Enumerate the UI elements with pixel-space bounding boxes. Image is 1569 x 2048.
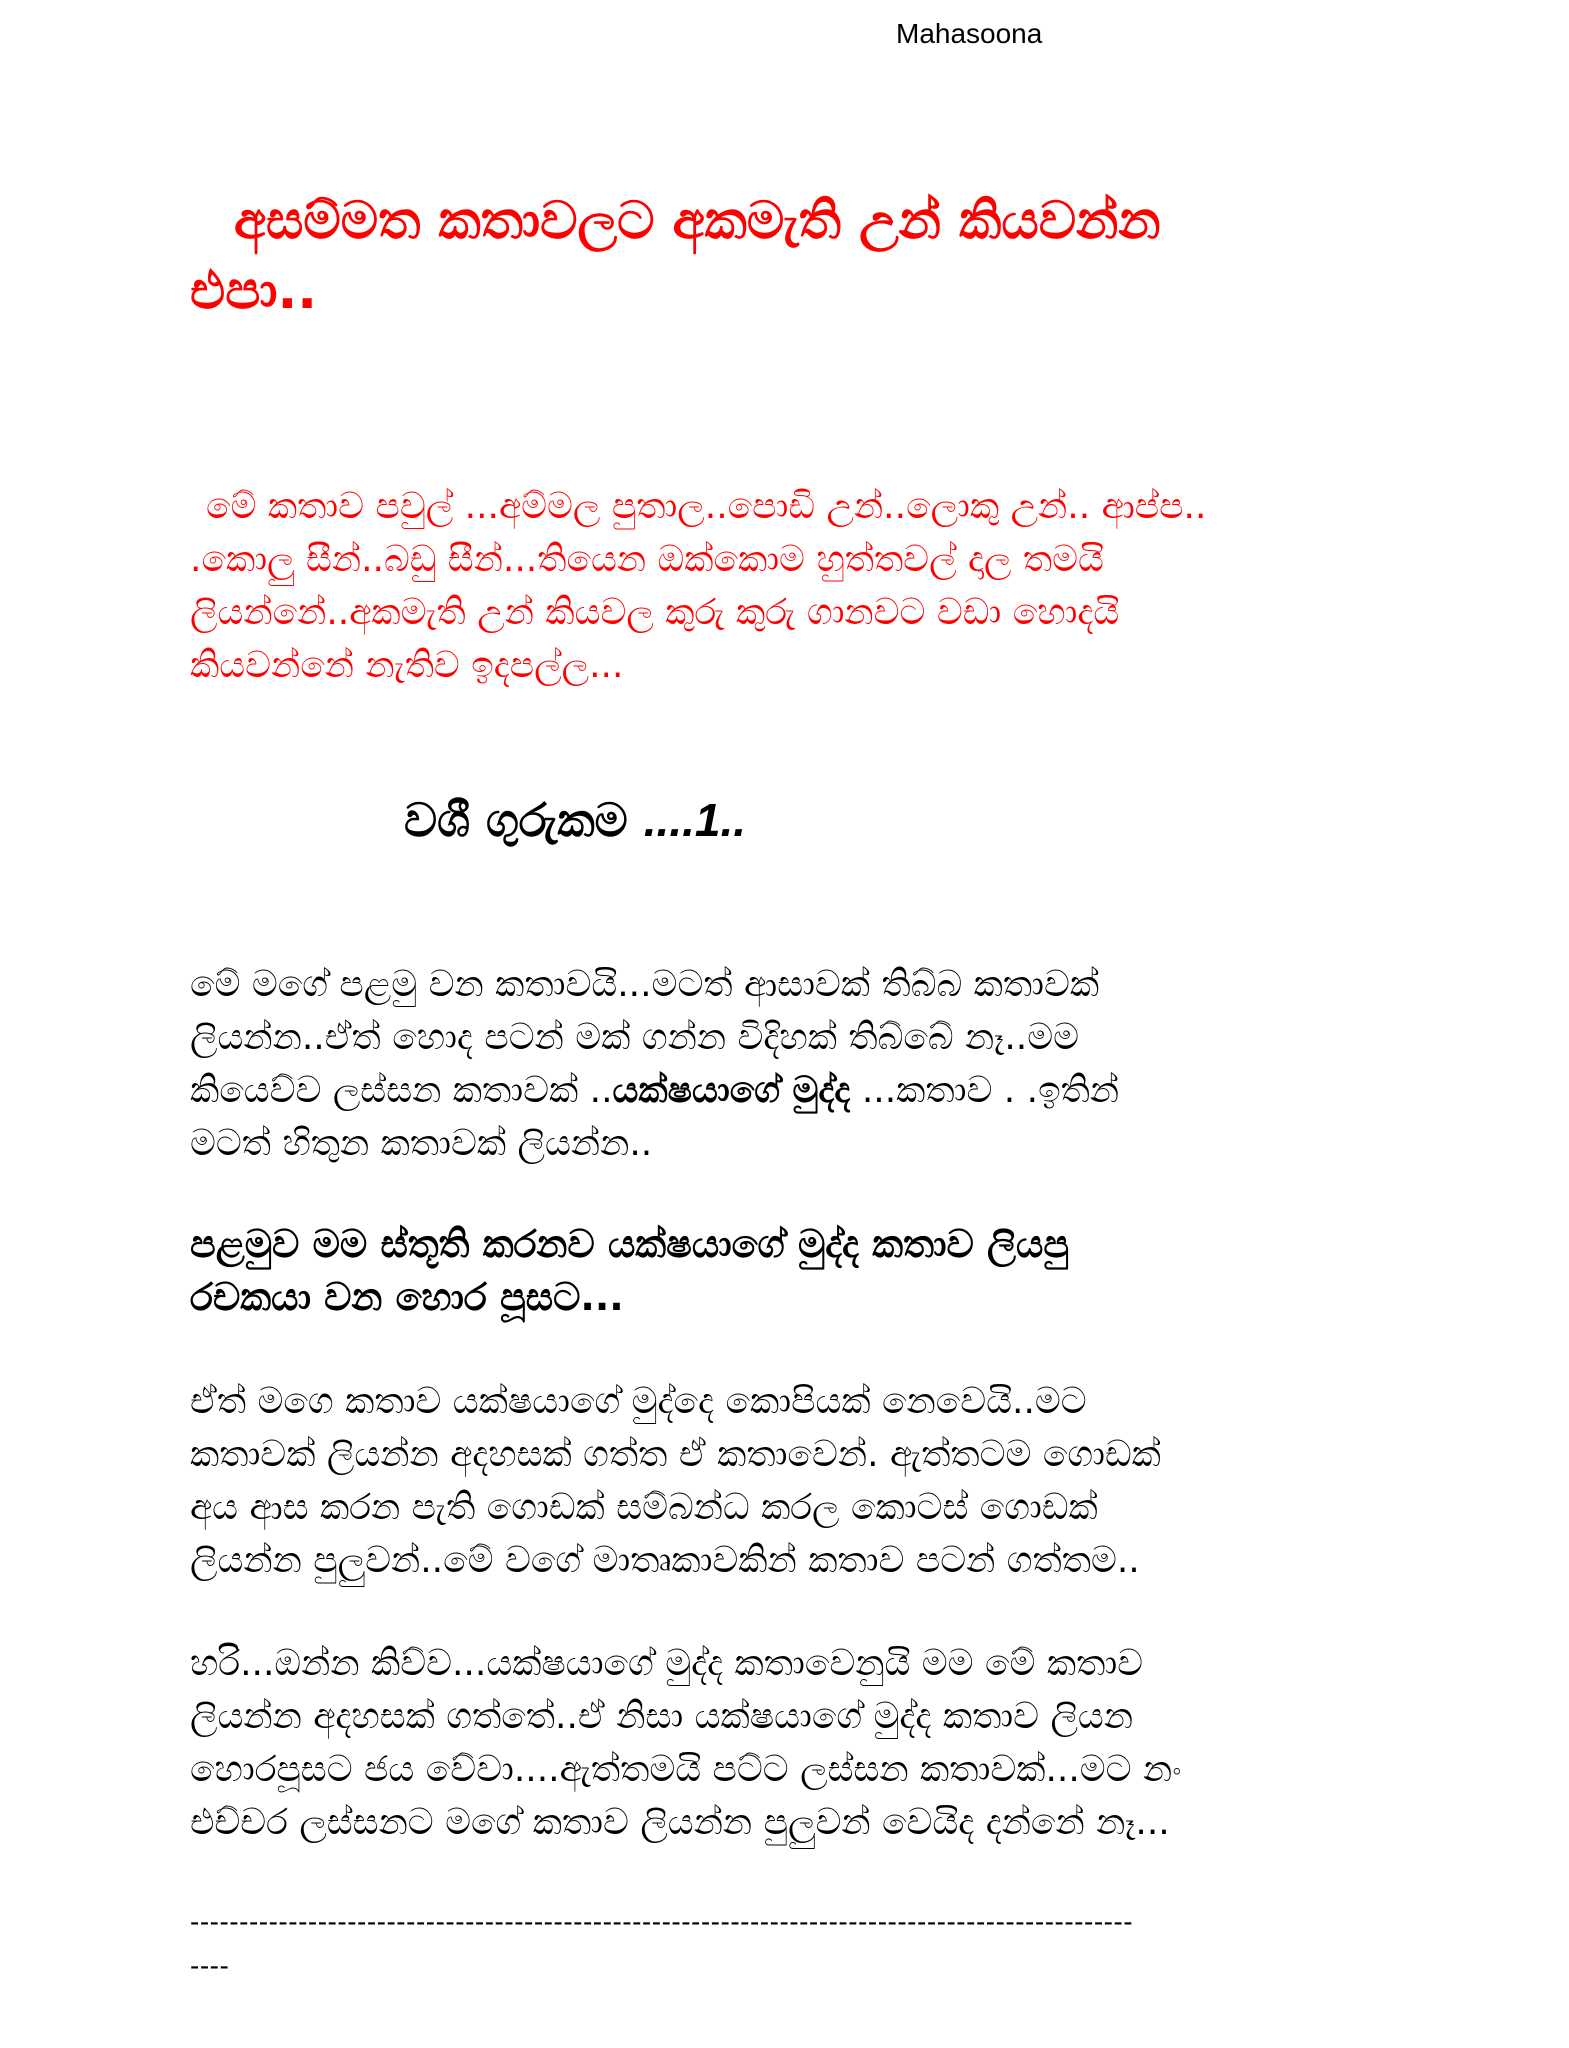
divider-line: ------------------------------------------------------------------------------------------------ bbox=[190, 1906, 1134, 1937]
paragraph-line: මටත් හිතුන කතාවක් ලියන්න.. bbox=[190, 1123, 653, 1164]
dashed-divider bbox=[190, 1900, 1390, 1988]
story-reference-bold: යක්ෂයාගේ මුද්ද bbox=[612, 1070, 851, 1111]
paragraph-line: රචකයා වන හොර පූසට... bbox=[190, 1275, 624, 1319]
chapter-name: වශී ගුරුකම bbox=[404, 793, 628, 847]
text-run: කියෙව්ව ලස්සන කතාවක් .. bbox=[190, 1070, 613, 1111]
paragraph-line: අය ආස කරන පැති ගොඩක් සම්බන්ධ කරල කොටස් ගොඩක් bbox=[190, 1487, 1098, 1528]
paragraph-line: පළමුව මම ස්තූති කරනව යක්ෂයාගේ මුද්ද කතාව ලියපු bbox=[190, 1222, 1070, 1266]
paragraph-line: හරි...ඔන්න කිව්ව...යක්ෂයාගේ මුද්ද කතාවෙනුයි මම මේ කතාව bbox=[190, 1643, 1144, 1684]
paragraph-line: ලියන්න..ඒත් හොද පටන් මක් ගන්න විදිහක් තිබ්බේ නෑ..මම bbox=[190, 1017, 1079, 1058]
chapter-title bbox=[404, 790, 746, 850]
intro-line: මේ කතාව පවුල් ...අම්මල පුතාල..පොඩි උන්..ලොකු උන්.. ආප්ප.. bbox=[206, 486, 1207, 527]
text-run: ...කතාව . .ඉතින් bbox=[850, 1070, 1120, 1111]
divider-line: ---- bbox=[190, 1950, 230, 1981]
paragraph-line: හොරපූසට ජය වේවා....ඇත්තමයි පට්ට ලස්සන කතාවක්...මට නං bbox=[190, 1749, 1182, 1790]
paragraph-2-thanks bbox=[190, 1218, 1390, 1324]
paragraph-3 bbox=[190, 1375, 1390, 1587]
intro-warning bbox=[190, 480, 1390, 692]
intro-line: කියවන්නේ නැතිව ඉදපල්ල... bbox=[190, 645, 624, 686]
intro-line: ලියන්නේ..අකමැති උන් කියවල කුරු කුරු ගානවට වඩා හොදයි bbox=[190, 592, 1120, 633]
paragraph-line: ලියන්න පුලුවන්..මේ වගේ මාතෘකාවකින් කතාව පටන් ගත්තම.. bbox=[190, 1540, 1140, 1581]
title-line-2: එපා.. bbox=[190, 261, 318, 321]
paragraph-line: මේ මගේ පළමු වන කතාවයි...මටත් ආසාවක් තිබ්බ කතාවක් bbox=[190, 964, 1100, 1005]
paragraph-line: ලියන්න අදහසක් ගත්තේ..ඒ නිසා යක්ෂයාගේ මුද්ද කතාව ලියන bbox=[190, 1696, 1134, 1737]
paragraph-line bbox=[190, 1064, 1390, 1117]
page-title bbox=[190, 186, 1390, 326]
header-author: Mahasoona bbox=[896, 18, 1043, 49]
paragraph-line: ඒත් මගෙ කතාව යක්ෂයාගේ මුද්දෙ කොපියක් නෙවෙයි..මට bbox=[190, 1381, 1087, 1422]
intro-line: .කොලු සීන්..බඩු සීන්...තියෙන ඔක්කොම හුත්තවල් දාල තමයි bbox=[190, 539, 1104, 580]
title-line-1: අසම්මත කතාවලට අකමැති උන් කියවන්න bbox=[234, 191, 1161, 251]
paragraph-1 bbox=[190, 958, 1390, 1170]
paragraph-4 bbox=[190, 1637, 1390, 1849]
paragraph-line: එච්චර ලස්සනට මගේ කතාව ලියන්න පුලුවන් වෙයිද දන්නේ නෑ... bbox=[190, 1802, 1170, 1843]
paragraph-line: කතාවක් ලියන්න අදහසක් ගත්ත ඒ කතාවෙන්. ඇත්තටම ගොඩක් bbox=[190, 1434, 1161, 1475]
chapter-number: ....1.. bbox=[643, 794, 747, 846]
